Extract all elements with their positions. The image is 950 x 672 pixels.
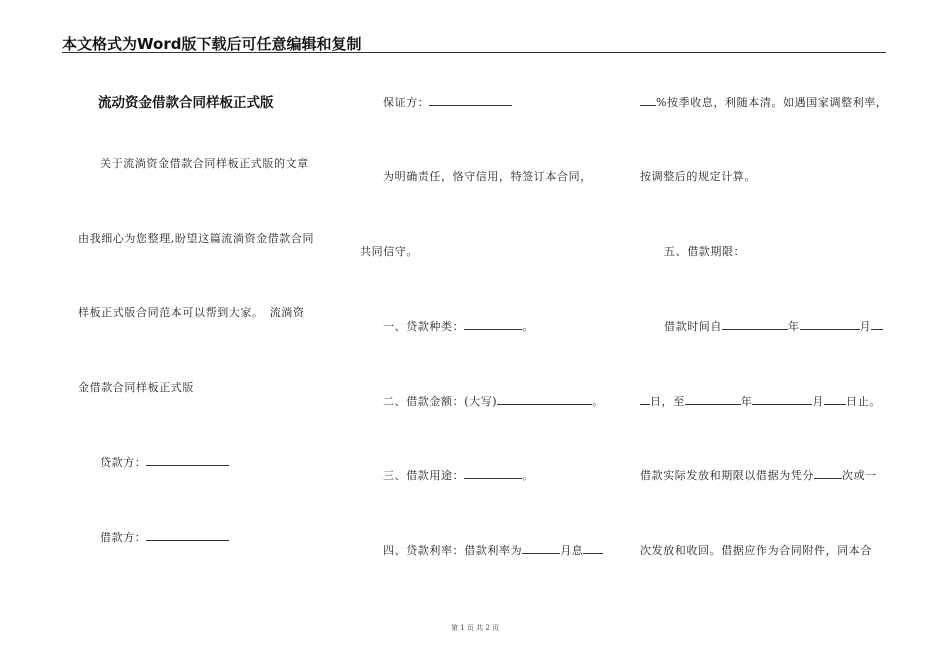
to-year-blank — [685, 395, 741, 405]
item3-end: 。 — [522, 469, 534, 482]
to-day-blank — [824, 395, 846, 405]
item3-line — [383, 467, 534, 483]
from-month-blank — [800, 320, 860, 330]
item4-line — [383, 542, 603, 558]
item1-label: 一、贷款种类： — [383, 320, 465, 333]
guarantor-line — [383, 94, 512, 110]
from-year-blank — [722, 320, 788, 330]
month-label-2: 月 — [812, 395, 825, 408]
issue-text-1-end: 次或一 — [842, 469, 877, 482]
guarantor-blank — [429, 96, 512, 106]
intro-line-3: 样板正式版合同范本可以帮到大家。 流淌资 — [78, 306, 305, 319]
item2-end: 。 — [592, 395, 604, 408]
item2-line — [383, 393, 604, 409]
from-day-blank — [871, 320, 883, 330]
lender-label: 贷款方： — [100, 456, 147, 469]
day-to-label: 日，至 — [650, 395, 685, 408]
item2-blank — [497, 395, 592, 405]
term-heading: 五、借款期限： — [664, 245, 746, 258]
year-label: 年 — [788, 320, 800, 333]
purpose-line-1: 为明确责任，恪守信用，特签订本合同， — [383, 170, 592, 183]
term-to-line — [640, 393, 881, 409]
lender-blank — [146, 456, 229, 466]
intro-line-2: 由我细心为您整理,盼望这篇流淌资金借款合同 — [78, 232, 315, 245]
year-label-2: 年 — [740, 395, 753, 408]
to-month-blank — [752, 395, 812, 405]
item4-label: 四、贷款利率：借款利率为 — [383, 544, 523, 557]
purpose-line-2: 共同信守。 — [360, 245, 418, 258]
header-divider — [62, 52, 886, 53]
day-end-label: 日止。 — [846, 395, 881, 408]
rate-text: %按季收息，利随本清。如遇国家调整利率， — [656, 96, 888, 109]
term-from-line — [664, 318, 883, 334]
borrower-label: 借款方： — [100, 531, 147, 544]
intro-line-4: 金借款合同样板正式版 — [78, 381, 194, 394]
month-label: 月 — [859, 320, 872, 333]
item4-blank-2 — [583, 544, 603, 554]
issue-text-1: 借款实际发放和期限以借据为凭分 — [640, 469, 814, 482]
from-day-blank-cont — [640, 395, 650, 405]
lender-line — [100, 454, 229, 470]
rate-blank — [640, 96, 656, 106]
issue-count-blank — [814, 469, 842, 479]
item4-mid: 月息 — [560, 544, 584, 557]
issue-line-1 — [640, 467, 877, 483]
page-number: 第 1 页 共 2 页 — [450, 624, 500, 632]
item2-label: 二、借款金额：(大写) — [383, 395, 498, 408]
term-from-label: 借款时间自 — [664, 320, 722, 333]
item4-blank-1 — [522, 544, 560, 554]
issue-line-2: 次发放和收回。借据应作为合同附件，同本合 — [640, 544, 872, 557]
intro-line-1: 关于流淌资金借款合同样板正式版的文章 — [100, 157, 309, 170]
borrower-blank — [146, 531, 229, 541]
item1-blank — [464, 320, 522, 330]
borrower-line — [100, 529, 229, 545]
rate-line-2: 按调整后的规定计算。 — [640, 170, 756, 183]
item1-line — [383, 318, 534, 334]
header-title: 本文格式为Word版下载后可任意编辑和复制 — [62, 35, 362, 53]
item3-label: 三、借款用途： — [383, 469, 465, 482]
item3-blank — [464, 469, 522, 479]
rate-line-1 — [640, 94, 887, 110]
document-title: 流动资金借款合同样板正式版 — [98, 95, 274, 111]
guarantor-label: 保证方： — [383, 96, 430, 109]
item1-end: 。 — [522, 320, 534, 333]
